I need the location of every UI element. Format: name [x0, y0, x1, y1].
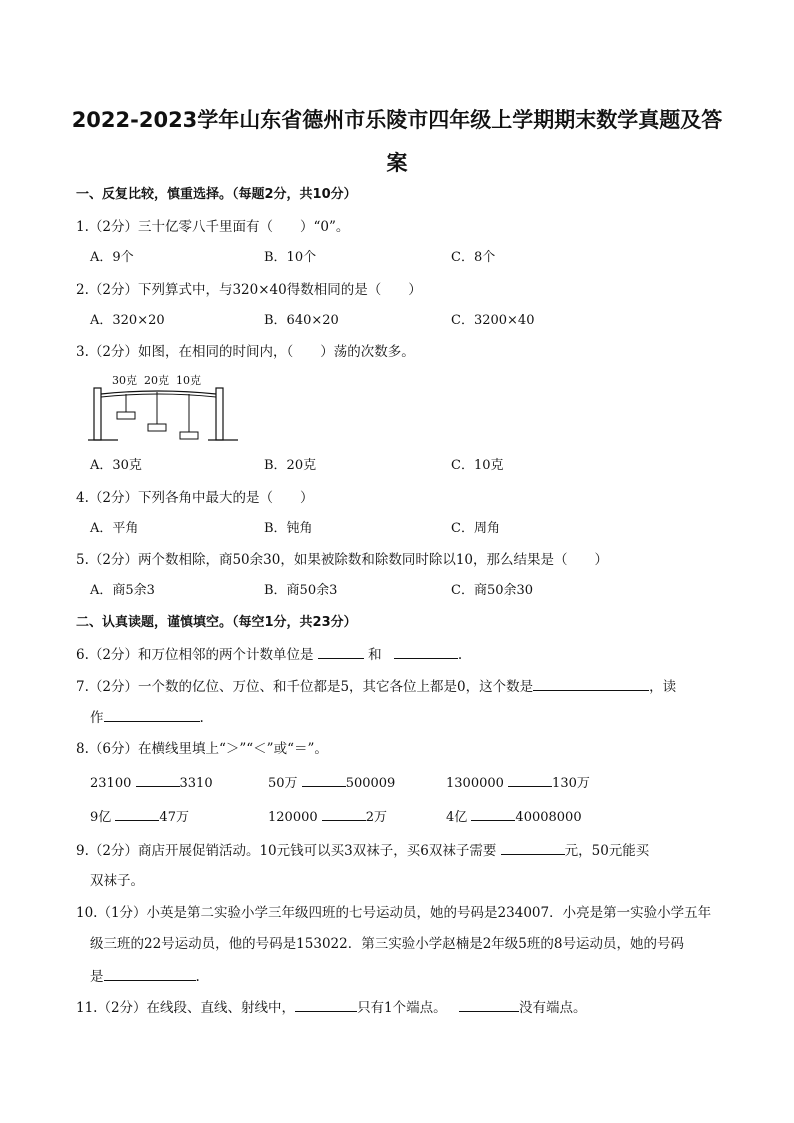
q7-read-prefix: ，读 — [649, 679, 677, 695]
q8-right-3: 130万 — [552, 776, 590, 791]
q11-blank-1[interactable] — [295, 998, 357, 1012]
section-heading-fill: 二、认真读题，谨慎填空。（每空1分，共23分） — [76, 615, 357, 630]
q10-period: . — [195, 969, 200, 985]
q10-text-end: 是 — [90, 969, 104, 985]
question-3: 3.（2分）如图，在相同的时间内，（ ）荡的次数多。 — [76, 344, 415, 360]
question-10: 10.（1分）小英是第二实验小学三年级四班的七号运动员，她的号码是234007．小亮是第一实验小学五年 — [76, 905, 712, 921]
q8-compare-3 — [446, 773, 590, 793]
q8-blank-5[interactable] — [322, 807, 366, 821]
question-2: 2.（2分）下列算式中，与320×40得数相同的是（ ） — [76, 282, 422, 298]
section-heading-choice: 一、反复比较，慎重选择。（每题2分，共10分） — [76, 187, 357, 202]
pendulum-label-10g: 10克 — [176, 374, 201, 387]
q2-option-b: B．640×20 — [264, 313, 339, 328]
q8-compare-6 — [446, 807, 582, 827]
question-9-line-2: 双袜子。 — [90, 873, 144, 889]
question-9 — [76, 841, 649, 860]
q11-blank-2[interactable] — [459, 998, 519, 1012]
q5-option-a: A．商5余3 — [90, 583, 155, 598]
q8-left-2: 50万 — [268, 776, 298, 791]
q8-left-5: 120000 — [268, 810, 318, 825]
q6-text: 6.（2分）和万位相邻的两个计数单位是 — [76, 647, 314, 663]
q9-text-mid: 元，50元能买 — [564, 843, 650, 859]
q2-option-a: A．320×20 — [90, 313, 165, 328]
q5-option-b: B．商50余3 — [264, 583, 338, 598]
question-6 — [76, 645, 462, 664]
q10-blank-number[interactable] — [104, 967, 196, 981]
question-7 — [76, 677, 676, 696]
question-11 — [76, 998, 586, 1017]
q8-left-4: 9亿 — [90, 810, 112, 825]
pendulum-label-20g: 20克 — [144, 374, 169, 387]
question-10-line-2: 级三班的22号运动员，他的号码是153022．第三实验小学赵楠是2年级5班的8号运动员，她的号码 — [90, 936, 684, 952]
q3-option-c: C．10克 — [451, 458, 504, 473]
q7-text: 7.（2分）一个数的亿位、万位、和千位都是5，其它各位上都是0，这个数是 — [76, 679, 534, 695]
q3-option-b: B．20克 — [264, 458, 317, 473]
q2-option-c: C．3200×40 — [451, 313, 535, 328]
q11-text: 11.（2分）在线段、直线、射线中， — [76, 1000, 296, 1016]
q11-text-mid: 只有1个端点。 — [357, 1000, 447, 1016]
q8-compare-2 — [268, 773, 395, 793]
q6-connector: 和 — [368, 647, 382, 663]
left-post — [94, 388, 101, 440]
q4-option-c: C．周角 — [451, 521, 500, 536]
pendulum-weight-1 — [117, 412, 135, 419]
q8-compare-5 — [268, 807, 387, 827]
page-title: 2022-2023学年山东省德州市乐陵市四年级上学期期末数学真题及答 — [71, 108, 723, 132]
q4-option-a: A．平角 — [90, 521, 139, 536]
question-7-line-2 — [90, 708, 204, 727]
pendulum-label-30g: 30克 — [112, 374, 137, 387]
q4-option-b: B．钝角 — [264, 521, 313, 536]
q8-right-4: 47万 — [159, 810, 189, 825]
q8-compare-1 — [90, 773, 213, 793]
q7-blank-number[interactable] — [533, 677, 649, 691]
q9-blank-price[interactable] — [501, 841, 565, 855]
q8-blank-1[interactable] — [136, 773, 180, 787]
pendulum-weight-3 — [180, 432, 198, 439]
q11-text-end: 没有端点。 — [518, 1000, 587, 1016]
q8-blank-4[interactable] — [115, 807, 159, 821]
q8-blank-6[interactable] — [471, 807, 515, 821]
page-title-continued: 案 — [386, 151, 408, 175]
q7-period: . — [199, 710, 204, 726]
pendulum-figure — [88, 372, 238, 442]
q8-compare-4 — [90, 807, 189, 827]
q8-right-1: 3310 — [179, 776, 213, 791]
question-1: 1.（2分）三十亿零八千里面有（ ）“0”。 — [76, 219, 350, 235]
q8-right-2: 500009 — [345, 776, 396, 791]
q8-blank-2[interactable] — [302, 773, 346, 787]
right-post — [216, 388, 223, 440]
question-5: 5.（2分）两个数相除，商50余30，如果被除数和除数同时除以10，那么结果是（ ） — [76, 552, 609, 568]
q3-option-a: A．30克 — [90, 458, 142, 473]
q9-text: 9.（2分）商店开展促销活动。10元钱可以买3双袜子，买6双袜子需要 — [76, 843, 497, 859]
q6-blank-2[interactable] — [394, 645, 458, 659]
q7-read-label: 作 — [90, 710, 104, 726]
q8-right-5: 2万 — [365, 810, 388, 825]
question-4: 4.（2分）下列各角中最大的是（ ） — [76, 490, 314, 506]
q1-option-c: C．8个 — [451, 250, 496, 265]
q5-option-c: C．商50余30 — [451, 583, 534, 598]
q8-left-3: 1300000 — [446, 776, 504, 791]
q8-left-6: 4亿 — [446, 810, 468, 825]
q6-period: . — [457, 647, 463, 663]
beam-lower-edge — [101, 394, 216, 397]
q8-left-1: 23100 — [90, 776, 132, 791]
q1-option-a: A．9个 — [90, 250, 134, 265]
q8-blank-3[interactable] — [508, 773, 552, 787]
q7-blank-reading[interactable] — [104, 708, 200, 722]
q8-right-6: 40008000 — [515, 810, 582, 825]
pendulum-weight-2 — [148, 424, 166, 431]
q6-blank-1[interactable] — [318, 645, 364, 659]
question-8: 8.（6分）在横线里填上“＞”“＜”或“＝”。 — [76, 741, 328, 757]
q1-option-b: B．10个 — [264, 250, 317, 265]
question-10-line-3 — [90, 967, 200, 986]
